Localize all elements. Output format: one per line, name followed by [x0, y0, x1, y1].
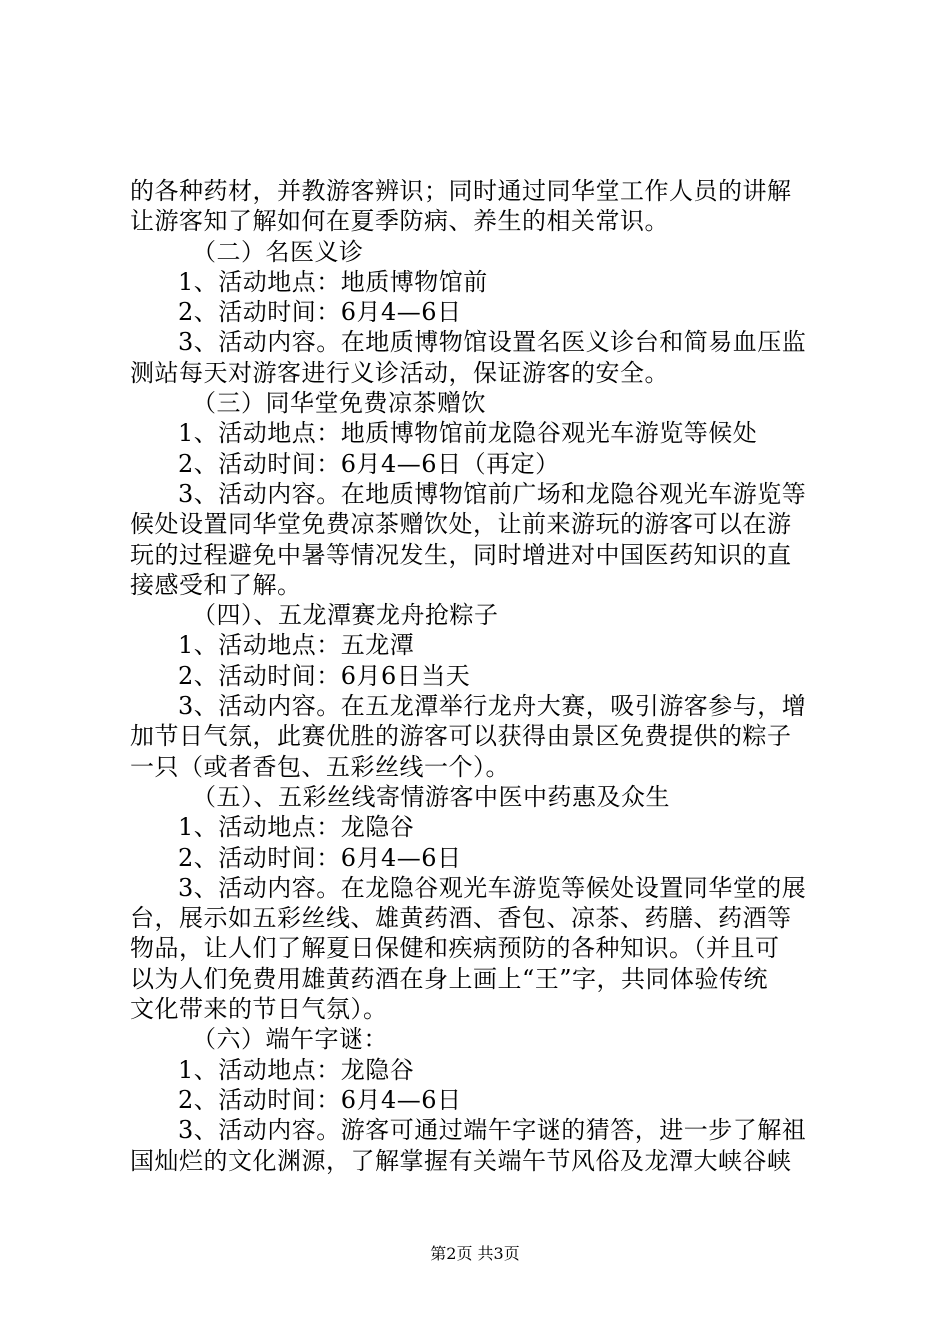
text-line: 以为人们免费用雄黄药酒在身上画上“王”字，共同体验传统: [130, 964, 769, 993]
text-line: 一只（或者香包、五彩丝线一个）。: [130, 752, 510, 781]
text-line: 测站每天对游客进行义诊活动，保证游客的安全。: [130, 358, 669, 387]
section-heading: （四）、五龙潭赛龙舟抢粽子: [192, 601, 499, 630]
text-line: 1、活动地点：地质博物馆前: [178, 267, 488, 296]
text-line: 台，展示如五彩丝线、雄黄药酒、香包、凉茶、药膳、药酒等: [130, 904, 792, 933]
section-heading: （五）、五彩丝线寄情游客中医中药惠及众生: [192, 782, 670, 811]
text-line: 候处设置同华堂免费凉茶赠饮处，让前来游玩的游客可以在游: [130, 510, 792, 539]
text-line: 2、活动时间：6月4—6日: [178, 298, 462, 327]
text-line: 3、活动内容。在五龙潭举行龙舟大赛，吸引游客参与，增: [178, 692, 807, 721]
text-line: 2、活动时间：6月4—6日: [178, 843, 462, 872]
text-line: 2、活动时间：6月6日当天: [178, 661, 471, 690]
text-line: 2、活动时间：6月4—6日: [178, 1085, 462, 1114]
page-footer: [0, 1244, 950, 1264]
section-heading: （二）名医义诊: [192, 237, 364, 266]
section-heading: （六）端午字谜：: [192, 1025, 388, 1054]
text-line: 3、活动内容。在地质博物馆前广场和龙隐谷观光车游览等: [178, 479, 807, 508]
text-line: 让游客知了解如何在夏季防病、养生的相关常识。: [130, 207, 669, 236]
text-line: 国灿烂的文化渊源，了解掌握有关端午节风俗及龙潭大峡谷峡: [130, 1146, 792, 1175]
text-line: 物品，让人们了解夏日保健和疾病预防的各种知识。（并且可: [130, 934, 780, 963]
text-line: 1、活动地点：五龙潭: [178, 631, 415, 660]
text-line: 1、活动地点：地质博物馆前龙隐谷观光车游览等候处: [178, 419, 758, 448]
text-line: 3、活动内容。在龙隐谷观光车游览等候处设置同华堂的展: [178, 873, 807, 902]
text-line: 的各种药材，并教游客辨识；同时通过同华堂工作人员的讲解: [130, 177, 792, 205]
text-line: 3、活动内容。游客可通过端午字谜的猜答，进一步了解祖: [178, 1116, 807, 1145]
text-line: 2、活动时间：6月4—6日（再定）: [178, 449, 560, 478]
text-line: 1、活动地点：龙隐谷: [178, 1055, 415, 1084]
text-line: 文化带来的节日气氛）。: [130, 995, 388, 1024]
text-line: 加节日气氛，此赛优胜的游客可以获得由景区免费提供的粽子: [130, 722, 792, 751]
text-line: 接感受和了解。: [130, 570, 302, 599]
section-heading: （三）同华堂免费凉茶赠饮: [192, 389, 486, 418]
text-line: 3、活动内容。在地质博物馆设置名医义诊台和简易血压监: [178, 328, 807, 357]
page-number: 第2页 共3页: [430, 1244, 520, 1263]
text-line: 玩的过程避免中暑等情况发生，同时增进对中国医药知识的直: [130, 540, 792, 569]
text-line: 1、活动地点：龙隐谷: [178, 813, 415, 842]
document-body: [130, 176, 830, 1176]
